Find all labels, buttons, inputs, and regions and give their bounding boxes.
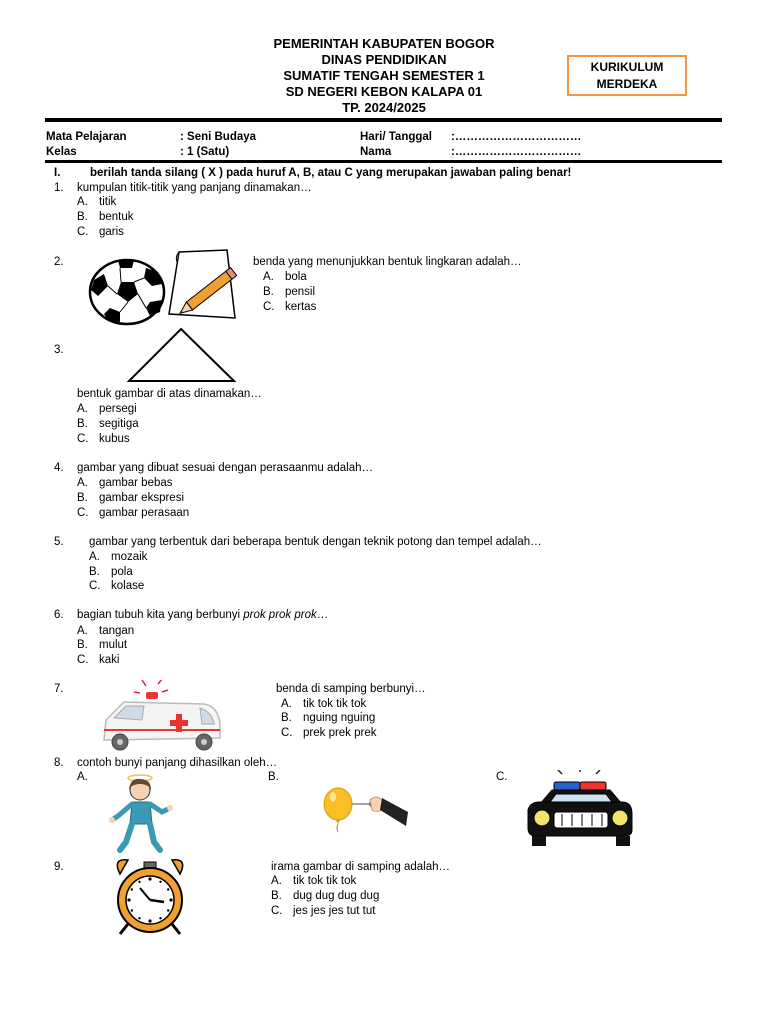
option-letter: A. xyxy=(271,875,282,887)
section-instruction: berilah tanda silang ( X ) pada huruf A, B, atau C yang merupakan jawaban paling benar! xyxy=(90,167,572,179)
option-text: persegi xyxy=(99,403,137,415)
balloon-and-pin-icon xyxy=(318,786,410,834)
option-text: jes jes jes tut tut xyxy=(293,905,376,917)
curriculum-badge xyxy=(567,55,687,96)
option-letter: B. xyxy=(77,418,88,430)
subject-value: : Seni Budaya xyxy=(180,131,257,143)
option-letter: B. xyxy=(281,712,292,724)
question-text: gambar yang dibuat sesuai dengan perasaanmu adalah… xyxy=(77,462,374,474)
alarm-clock-icon xyxy=(98,858,202,936)
name-value: :…………………………… xyxy=(451,146,582,158)
option-b[interactable] xyxy=(89,565,133,579)
question-text: benda di samping berbunyi… xyxy=(276,683,426,695)
question-text-end: … xyxy=(316,609,329,621)
option-text: titik xyxy=(99,196,117,208)
option-a[interactable] xyxy=(281,697,366,711)
option-text: segitiga xyxy=(99,418,139,430)
option-letter: B. xyxy=(77,639,88,651)
option-b-letter[interactable]: B. xyxy=(268,771,279,783)
option-text: kolase xyxy=(111,580,145,592)
question-number: 8. xyxy=(54,757,64,769)
option-text: prek prek prek xyxy=(303,727,377,739)
question-number: 2. xyxy=(54,256,64,268)
option-letter: B. xyxy=(271,890,282,902)
option-letter: A. xyxy=(77,403,88,415)
option-letter: C. xyxy=(263,301,275,313)
option-text: gambar ekspresi xyxy=(99,492,185,504)
dancing-girl-icon xyxy=(104,774,180,854)
option-text: garis xyxy=(99,226,124,238)
question-text: irama gambar di samping adalah… xyxy=(271,861,450,873)
option-a[interactable] xyxy=(77,195,116,209)
option-text: dug dug dug dug xyxy=(293,890,380,902)
meta-divider xyxy=(45,160,722,163)
option-c[interactable] xyxy=(77,653,119,667)
question-text: contoh bunyi panjang dihasilkan oleh… xyxy=(77,757,278,769)
question-number: 5. xyxy=(54,536,64,548)
option-text: bola xyxy=(285,271,307,283)
option-c[interactable] xyxy=(77,225,124,239)
option-text: tangan xyxy=(99,625,135,637)
option-text: pola xyxy=(111,566,133,578)
name-label: Nama xyxy=(360,146,392,158)
option-letter: C. xyxy=(77,433,89,445)
question-number: 9. xyxy=(54,861,64,873)
header-line-5: TP. 2024/2025 xyxy=(342,100,426,115)
option-b[interactable] xyxy=(77,491,184,505)
option-c[interactable] xyxy=(281,726,377,740)
option-a[interactable] xyxy=(89,550,147,564)
option-letter: C. xyxy=(77,654,89,666)
question-text: bentuk gambar di atas dinamakan… xyxy=(77,388,262,400)
question-text-start: bagian tubuh kita yang berbunyi xyxy=(77,609,244,621)
class-value: : 1 (Satu) xyxy=(180,146,230,158)
question-text: benda yang menunjukkan bentuk lingkaran adalah… xyxy=(253,256,522,268)
date-value: :…………………………… xyxy=(451,131,582,143)
option-a[interactable] xyxy=(271,874,356,888)
option-b[interactable] xyxy=(271,889,379,903)
option-a[interactable] xyxy=(263,270,307,284)
option-letter: B. xyxy=(263,286,274,298)
question-number: 1. xyxy=(54,182,64,194)
header-line-3: SUMATIF TENGAH SEMESTER 1 xyxy=(283,68,485,83)
option-letter: A. xyxy=(77,625,88,637)
option-text: tik tok tik tok xyxy=(303,698,367,710)
paper-and-pencil-icon xyxy=(165,248,247,324)
option-text: kubus xyxy=(99,433,130,445)
question-number: 3. xyxy=(54,344,64,356)
header-line-4: SD NEGERI KEBON KALAPA 01 xyxy=(285,84,483,99)
option-letter: C. xyxy=(271,905,283,917)
section-numeral: I. xyxy=(54,167,61,179)
option-b[interactable] xyxy=(77,638,127,652)
triangle-icon xyxy=(126,327,238,383)
option-text: nguing nguing xyxy=(303,712,376,724)
option-letter: C. xyxy=(77,226,89,238)
soccer-ball-icon xyxy=(88,258,168,326)
option-letter: A. xyxy=(89,551,100,563)
header-divider xyxy=(45,118,722,122)
option-c[interactable] xyxy=(89,579,144,593)
question-number: 7. xyxy=(54,683,64,695)
option-c[interactable] xyxy=(77,432,130,446)
question-text xyxy=(77,608,328,622)
option-letter: C. xyxy=(281,727,293,739)
ambulance-icon xyxy=(96,680,224,754)
option-text: gambar bebas xyxy=(99,477,173,489)
option-letter: A. xyxy=(77,196,88,208)
option-letter: B. xyxy=(77,211,88,223)
option-text: mulut xyxy=(99,639,128,651)
subject-label: Mata Pelajaran xyxy=(46,131,127,143)
question-number: 4. xyxy=(54,462,64,474)
option-b[interactable] xyxy=(281,711,375,725)
question-text: kumpulan titik-titik yang panjang dinamakan… xyxy=(77,182,312,194)
option-a[interactable] xyxy=(77,402,137,416)
badge-line-2: MERDEKA xyxy=(596,77,658,91)
option-text: kaki xyxy=(99,654,120,666)
option-letter: B. xyxy=(89,566,100,578)
option-text: tik tok tik tok xyxy=(293,875,357,887)
police-car-icon xyxy=(524,770,636,850)
option-letter: A. xyxy=(77,477,88,489)
option-a[interactable] xyxy=(77,624,134,638)
option-c[interactable] xyxy=(271,904,375,918)
option-c-letter[interactable]: C. xyxy=(496,771,508,783)
option-letter: B. xyxy=(77,492,88,504)
class-label: Kelas xyxy=(46,146,77,158)
question-number: 6. xyxy=(54,609,64,621)
option-letter: A. xyxy=(263,271,274,283)
option-text: pensil xyxy=(285,286,316,298)
badge-line-1: KURIKULUM xyxy=(590,60,664,74)
option-c[interactable] xyxy=(77,506,189,520)
option-letter: C. xyxy=(77,507,89,519)
question-text-italic: prok prok prok xyxy=(243,609,317,621)
option-text: mozaik xyxy=(111,551,148,563)
header-line-1: PEMERINTAH KABUPATEN BOGOR xyxy=(273,36,495,51)
option-text: kertas xyxy=(285,301,317,313)
option-b[interactable] xyxy=(77,210,134,224)
option-letter: A. xyxy=(281,698,292,710)
question-text: gambar yang terbentuk dari beberapa bentuk dengan teknik potong dan tempel adalah… xyxy=(89,536,542,548)
option-a-letter[interactable]: A. xyxy=(77,771,88,783)
option-text: bentuk xyxy=(99,211,134,223)
option-c[interactable] xyxy=(263,300,316,314)
option-b[interactable] xyxy=(77,417,139,431)
option-text: gambar perasaan xyxy=(99,507,190,519)
option-b[interactable] xyxy=(263,285,315,299)
header-line-2: DINAS PENDIDIKAN xyxy=(321,52,447,67)
option-letter: C. xyxy=(89,580,101,592)
option-a[interactable] xyxy=(77,476,173,490)
date-label: Hari/ Tanggal xyxy=(360,131,432,143)
